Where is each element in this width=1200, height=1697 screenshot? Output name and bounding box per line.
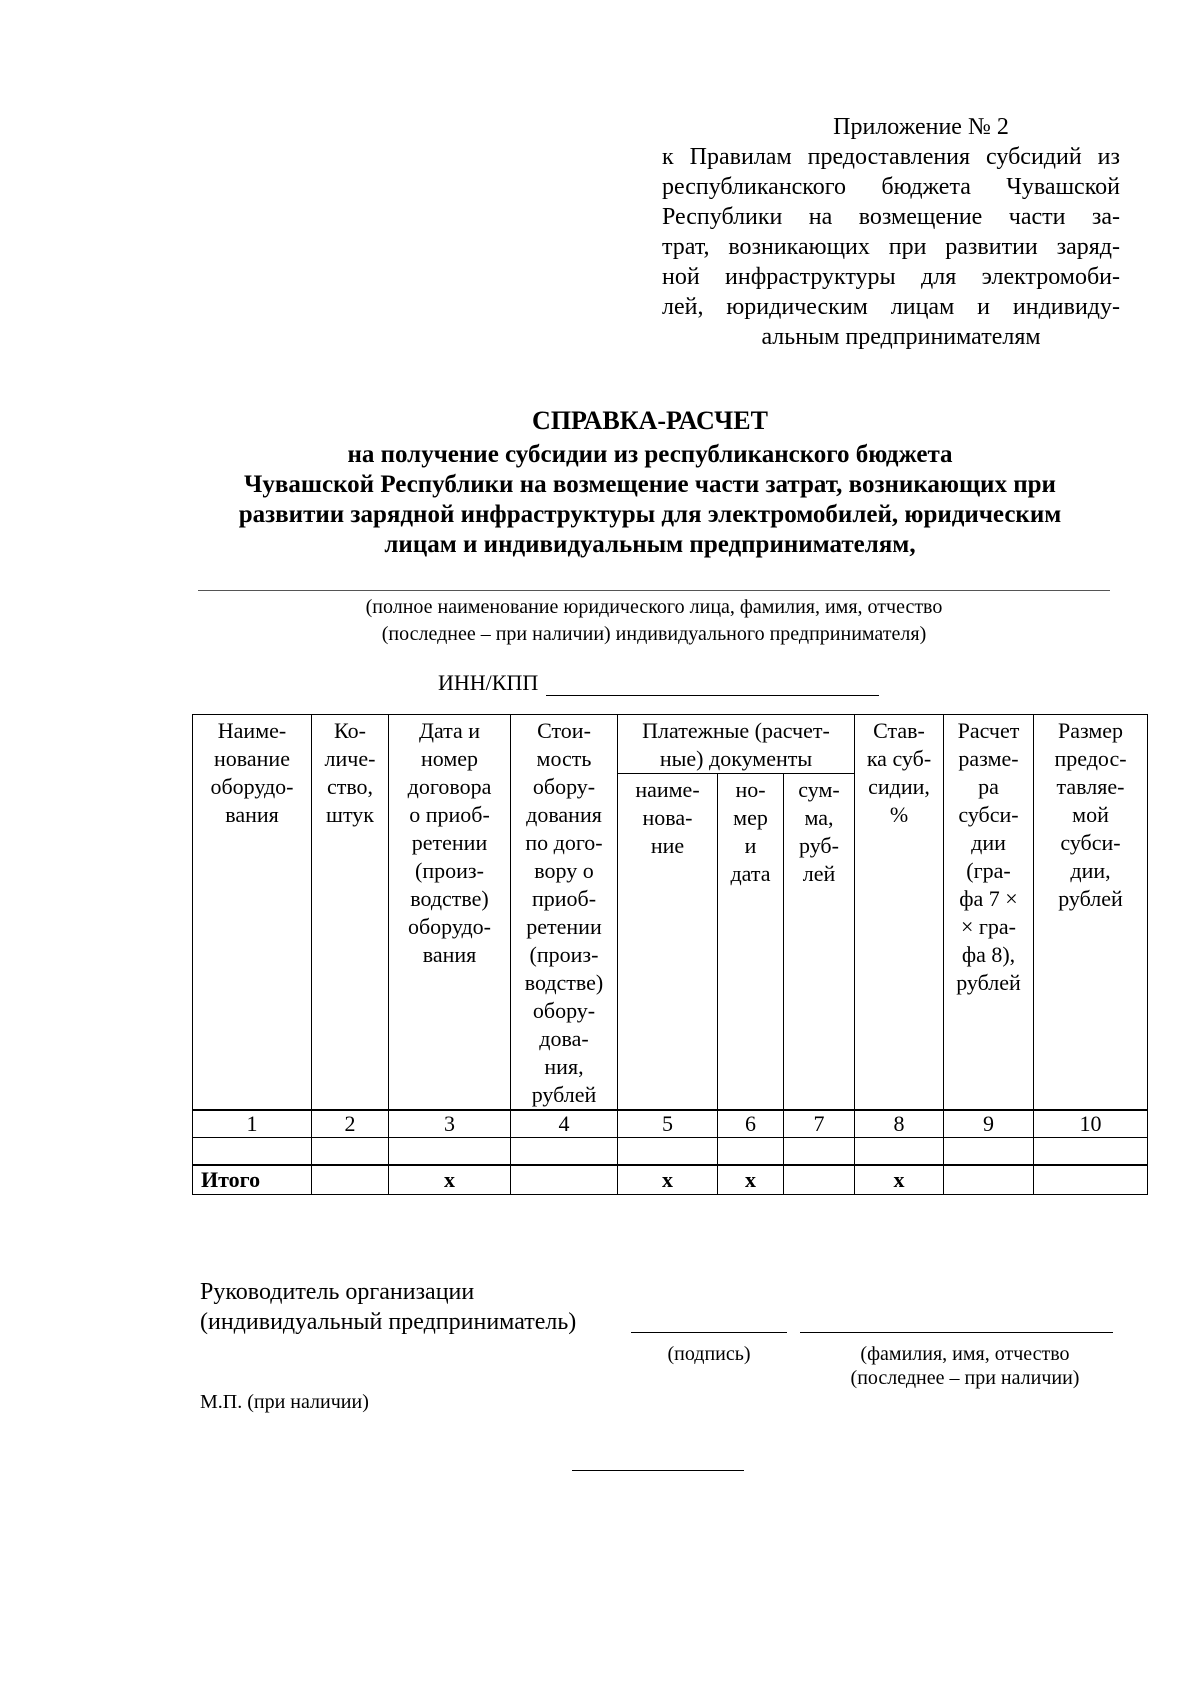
- signatory-title: Руководитель организации: [200, 1279, 475, 1305]
- header-document-number-date: но- мер и дата: [718, 774, 784, 1110]
- caption-line: (фамилия, имя, отчество: [860, 1343, 1070, 1365]
- caption-line: (последнее – при наличии): [850, 1367, 1080, 1389]
- subsidy-calculation-table: [192, 714, 1148, 1195]
- total-cross-mark: х: [389, 1165, 511, 1195]
- signatory-subtitle: (индивидуальный предприниматель): [200, 1309, 577, 1335]
- table-cell[interactable]: [944, 1138, 1034, 1166]
- table-cell[interactable]: [389, 1138, 511, 1166]
- inn-kpp-label: ИНН/КПП: [438, 670, 539, 695]
- caption-line: (последнее – при наличии) индивидуального предпринимателя): [381, 623, 927, 645]
- header-equipment-cost: Стои- мость обору- дования по дого- вору о приоб- ретении (произ- водстве) обору- дова- ния, рублей: [511, 715, 618, 1111]
- column-number: 10: [1034, 1110, 1148, 1138]
- table-header-row: [193, 715, 1148, 774]
- document-subtitle-line: Чувашской Республики на возмещение части затрат, возникающих при: [244, 471, 1056, 498]
- header-payment-documents: Платежные (расчет- ные) документы: [618, 715, 855, 774]
- total-cost-cell[interactable]: [511, 1165, 618, 1195]
- header-quantity: Ко- личе- ство, штук: [312, 715, 389, 1111]
- table-cell[interactable]: [193, 1138, 312, 1166]
- appendix-line: ной инфраструктуры для электромоби-: [662, 264, 1120, 290]
- applicant-name-caption: [198, 594, 1110, 648]
- appendix-title: Приложение № 2: [833, 114, 1009, 140]
- total-cross-mark: х: [855, 1165, 944, 1195]
- column-number: 5: [618, 1110, 718, 1138]
- total-row: [193, 1165, 1148, 1195]
- column-number: 8: [855, 1110, 944, 1138]
- total-label: Итого: [193, 1165, 312, 1195]
- document-subtitle-line: на получение субсидии из республиканского бюджета: [347, 441, 953, 468]
- table-cell[interactable]: [312, 1138, 389, 1166]
- total-sum-cell[interactable]: [784, 1165, 855, 1195]
- total-calculation-cell[interactable]: [944, 1165, 1034, 1195]
- column-number: 9: [944, 1110, 1034, 1138]
- signature-field[interactable]: [631, 1332, 787, 1333]
- appendix-block: [662, 112, 1120, 352]
- end-divider: [572, 1470, 744, 1471]
- column-numbers-row: [193, 1110, 1148, 1138]
- signature-block: [200, 1277, 576, 1337]
- column-number: 4: [511, 1110, 618, 1138]
- total-subsidy-cell[interactable]: [1034, 1165, 1148, 1195]
- table-cell[interactable]: [855, 1138, 944, 1166]
- document-subtitle-line: развитии зарядной инфраструктуры для электромобилей, юридическим: [238, 501, 1062, 528]
- header-subsidy-amount: Размер предос- тавляе- мой субси- дии, рублей: [1034, 715, 1148, 1111]
- appendix-line: республиканского бюджета Чувашской: [662, 174, 1120, 200]
- stamp-place: М.П. (при наличии): [200, 1391, 369, 1413]
- header-document-sum: сум- ма, руб- лей: [784, 774, 855, 1110]
- full-name-caption: [820, 1342, 1110, 1390]
- document-subtitle-line: лицам и индивидуальным предпринимателям,: [384, 531, 916, 558]
- header-contract-date-number: Дата и номер договора о приоб- ретении (произ- водстве) оборудо- вания: [389, 715, 511, 1111]
- header-subsidy-rate: Став- ка суб- сидии, %: [855, 715, 944, 1111]
- total-cross-mark: х: [618, 1165, 718, 1195]
- document-title-block: [190, 406, 1110, 560]
- document-title: СПРАВКА-РАСЧЕТ: [532, 406, 768, 435]
- appendix-line: Республики на возмещение части за-: [662, 204, 1120, 230]
- table-cell[interactable]: [784, 1138, 855, 1166]
- header-subsidy-calculation: Расчет разме- ра субси- дии (гра- фа 7 × × гра- фа 8), рублей: [944, 715, 1034, 1111]
- header-document-name: наиме- нова- ние: [618, 774, 718, 1110]
- inn-kpp-row: [438, 670, 879, 696]
- table-cell[interactable]: [1034, 1138, 1148, 1166]
- appendix-line: трат, возникающих при развитии заряд-: [662, 234, 1120, 260]
- table-cell[interactable]: [511, 1138, 618, 1166]
- column-number: 6: [718, 1110, 784, 1138]
- column-number: 7: [784, 1110, 855, 1138]
- signature-caption: (подпись): [667, 1343, 751, 1365]
- column-number: 1: [193, 1110, 312, 1138]
- header-equipment-name: Наиме- нование оборудо- вания: [193, 715, 312, 1111]
- total-quantity-cell[interactable]: [312, 1165, 389, 1195]
- table-cell[interactable]: [618, 1138, 718, 1166]
- appendix-line: лей, юридическим лицам и индивиду-: [662, 294, 1120, 320]
- column-number: 2: [312, 1110, 389, 1138]
- appendix-line: альным предпринимателям: [761, 324, 1041, 350]
- table-row: [193, 1138, 1148, 1166]
- caption-line: (полное наименование юридического лица, фамилия, имя, отчество: [365, 596, 943, 618]
- full-name-field[interactable]: [800, 1332, 1113, 1333]
- inn-kpp-field[interactable]: [546, 675, 879, 696]
- total-cross-mark: х: [718, 1165, 784, 1195]
- applicant-name-field[interactable]: [198, 590, 1110, 591]
- appendix-line: к Правилам предоставления субсидий из: [662, 144, 1120, 170]
- column-number: 3: [389, 1110, 511, 1138]
- table-cell[interactable]: [718, 1138, 784, 1166]
